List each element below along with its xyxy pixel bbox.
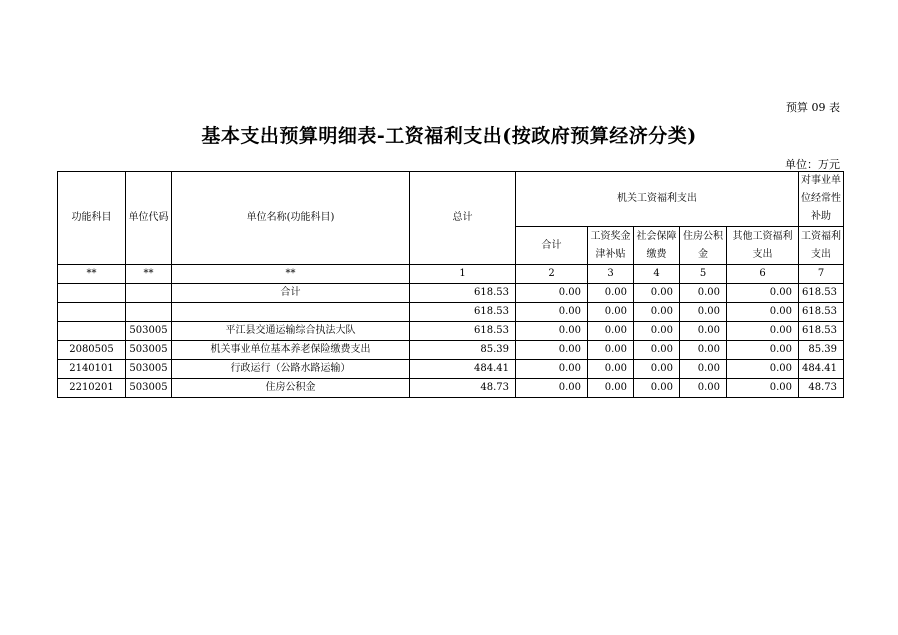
page-title: 基本支出预算明细表-工资福利支出(按政府预算经济分类) bbox=[201, 125, 697, 147]
cell-total: 85.39 bbox=[410, 341, 516, 360]
cell-salary: 0.00 bbox=[588, 341, 634, 360]
header-salary: 工资奖金津补贴 bbox=[588, 227, 634, 265]
cell-salary: 0.00 bbox=[588, 322, 634, 341]
cell-housing: 0.00 bbox=[680, 303, 727, 322]
index-row bbox=[58, 265, 844, 284]
table-row bbox=[58, 303, 844, 322]
cell-other: 0.00 bbox=[727, 303, 799, 322]
cell-func-code bbox=[58, 284, 126, 303]
index-cell: 1 bbox=[410, 265, 516, 284]
cell-subsidy: 484.41 bbox=[799, 360, 844, 379]
budget-table bbox=[57, 171, 844, 398]
cell-unit-name: 机关事业单位基本养老保险缴费支出 bbox=[172, 341, 410, 360]
cell-housing: 0.00 bbox=[680, 341, 727, 360]
cell-other: 0.00 bbox=[727, 341, 799, 360]
cell-housing: 0.00 bbox=[680, 379, 727, 398]
cell-subsidy: 618.53 bbox=[799, 284, 844, 303]
unit-label: 单位：万元 bbox=[785, 158, 840, 171]
header-sub-total: 合计 bbox=[516, 227, 588, 265]
cell-sub-total: 0.00 bbox=[516, 360, 588, 379]
cell-salary: 0.00 bbox=[588, 303, 634, 322]
cell-salary: 0.00 bbox=[588, 360, 634, 379]
header-unit-name: 单位名称(功能科目) bbox=[172, 172, 410, 265]
cell-subsidy: 618.53 bbox=[799, 303, 844, 322]
index-cell: 6 bbox=[727, 265, 799, 284]
index-cell: 2 bbox=[516, 265, 588, 284]
cell-unit-name: 住房公积金 bbox=[172, 379, 410, 398]
cell-social: 0.00 bbox=[634, 379, 680, 398]
table-row bbox=[58, 360, 844, 379]
cell-other: 0.00 bbox=[727, 322, 799, 341]
cell-subsidy: 618.53 bbox=[799, 322, 844, 341]
header-other: 其他工资福利支出 bbox=[727, 227, 799, 265]
index-cell: 7 bbox=[799, 265, 844, 284]
cell-total: 618.53 bbox=[410, 322, 516, 341]
index-cell: ** bbox=[58, 265, 126, 284]
header-subsidy-sub: 工资福利支出 bbox=[799, 227, 844, 265]
header-subsidy-group: 对事业单位经常性补助 bbox=[799, 172, 844, 227]
cell-unit-code bbox=[126, 284, 172, 303]
index-cell: ** bbox=[126, 265, 172, 284]
table-row bbox=[58, 341, 844, 360]
cell-total: 618.53 bbox=[410, 284, 516, 303]
cell-unit-name bbox=[172, 303, 410, 322]
cell-unit-code bbox=[126, 303, 172, 322]
header-agency-group: 机关工资福利支出 bbox=[516, 172, 799, 227]
table-row bbox=[58, 284, 844, 303]
index-cell: 5 bbox=[680, 265, 727, 284]
table-row bbox=[58, 379, 844, 398]
cell-salary: 0.00 bbox=[588, 284, 634, 303]
cell-social: 0.00 bbox=[634, 284, 680, 303]
cell-sub-total: 0.00 bbox=[516, 284, 588, 303]
header-housing: 住房公积金 bbox=[680, 227, 727, 265]
cell-func-code bbox=[58, 303, 126, 322]
cell-total: 48.73 bbox=[410, 379, 516, 398]
cell-func-code bbox=[58, 322, 126, 341]
cell-other: 0.00 bbox=[727, 360, 799, 379]
cell-salary: 0.00 bbox=[588, 379, 634, 398]
header-func-subject: 功能科目 bbox=[58, 172, 126, 265]
cell-sub-total: 0.00 bbox=[516, 379, 588, 398]
cell-unit-name: 平江县交通运输综合执法大队 bbox=[172, 322, 410, 341]
cell-sub-total: 0.00 bbox=[516, 341, 588, 360]
index-cell: 3 bbox=[588, 265, 634, 284]
cell-func-code: 2210201 bbox=[58, 379, 126, 398]
cell-housing: 0.00 bbox=[680, 322, 727, 341]
cell-unit-code: 503005 bbox=[126, 341, 172, 360]
cell-sub-total: 0.00 bbox=[516, 303, 588, 322]
table-row bbox=[58, 322, 844, 341]
cell-other: 0.00 bbox=[727, 379, 799, 398]
cell-total: 484.41 bbox=[410, 360, 516, 379]
cell-unit-code: 503005 bbox=[126, 360, 172, 379]
header-total: 总计 bbox=[410, 172, 516, 265]
cell-subsidy: 48.73 bbox=[799, 379, 844, 398]
cell-sub-total: 0.00 bbox=[516, 322, 588, 341]
cell-housing: 0.00 bbox=[680, 360, 727, 379]
cell-unit-code: 503005 bbox=[126, 322, 172, 341]
index-cell: ** bbox=[172, 265, 410, 284]
cell-func-code: 2140101 bbox=[58, 360, 126, 379]
cell-social: 0.00 bbox=[634, 303, 680, 322]
table-code-label: 预算 09 表 bbox=[786, 101, 840, 114]
header-unit-code: 单位代码 bbox=[126, 172, 172, 265]
cell-total: 618.53 bbox=[410, 303, 516, 322]
cell-social: 0.00 bbox=[634, 360, 680, 379]
cell-other: 0.00 bbox=[727, 284, 799, 303]
cell-social: 0.00 bbox=[634, 341, 680, 360]
header-social: 社会保障缴费 bbox=[634, 227, 680, 265]
cell-unit-code: 503005 bbox=[126, 379, 172, 398]
cell-unit-name: 合计 bbox=[172, 284, 410, 303]
cell-func-code: 2080505 bbox=[58, 341, 126, 360]
cell-social: 0.00 bbox=[634, 322, 680, 341]
cell-subsidy: 85.39 bbox=[799, 341, 844, 360]
cell-housing: 0.00 bbox=[680, 284, 727, 303]
cell-unit-name: 行政运行（公路水路运输） bbox=[172, 360, 410, 379]
index-cell: 4 bbox=[634, 265, 680, 284]
